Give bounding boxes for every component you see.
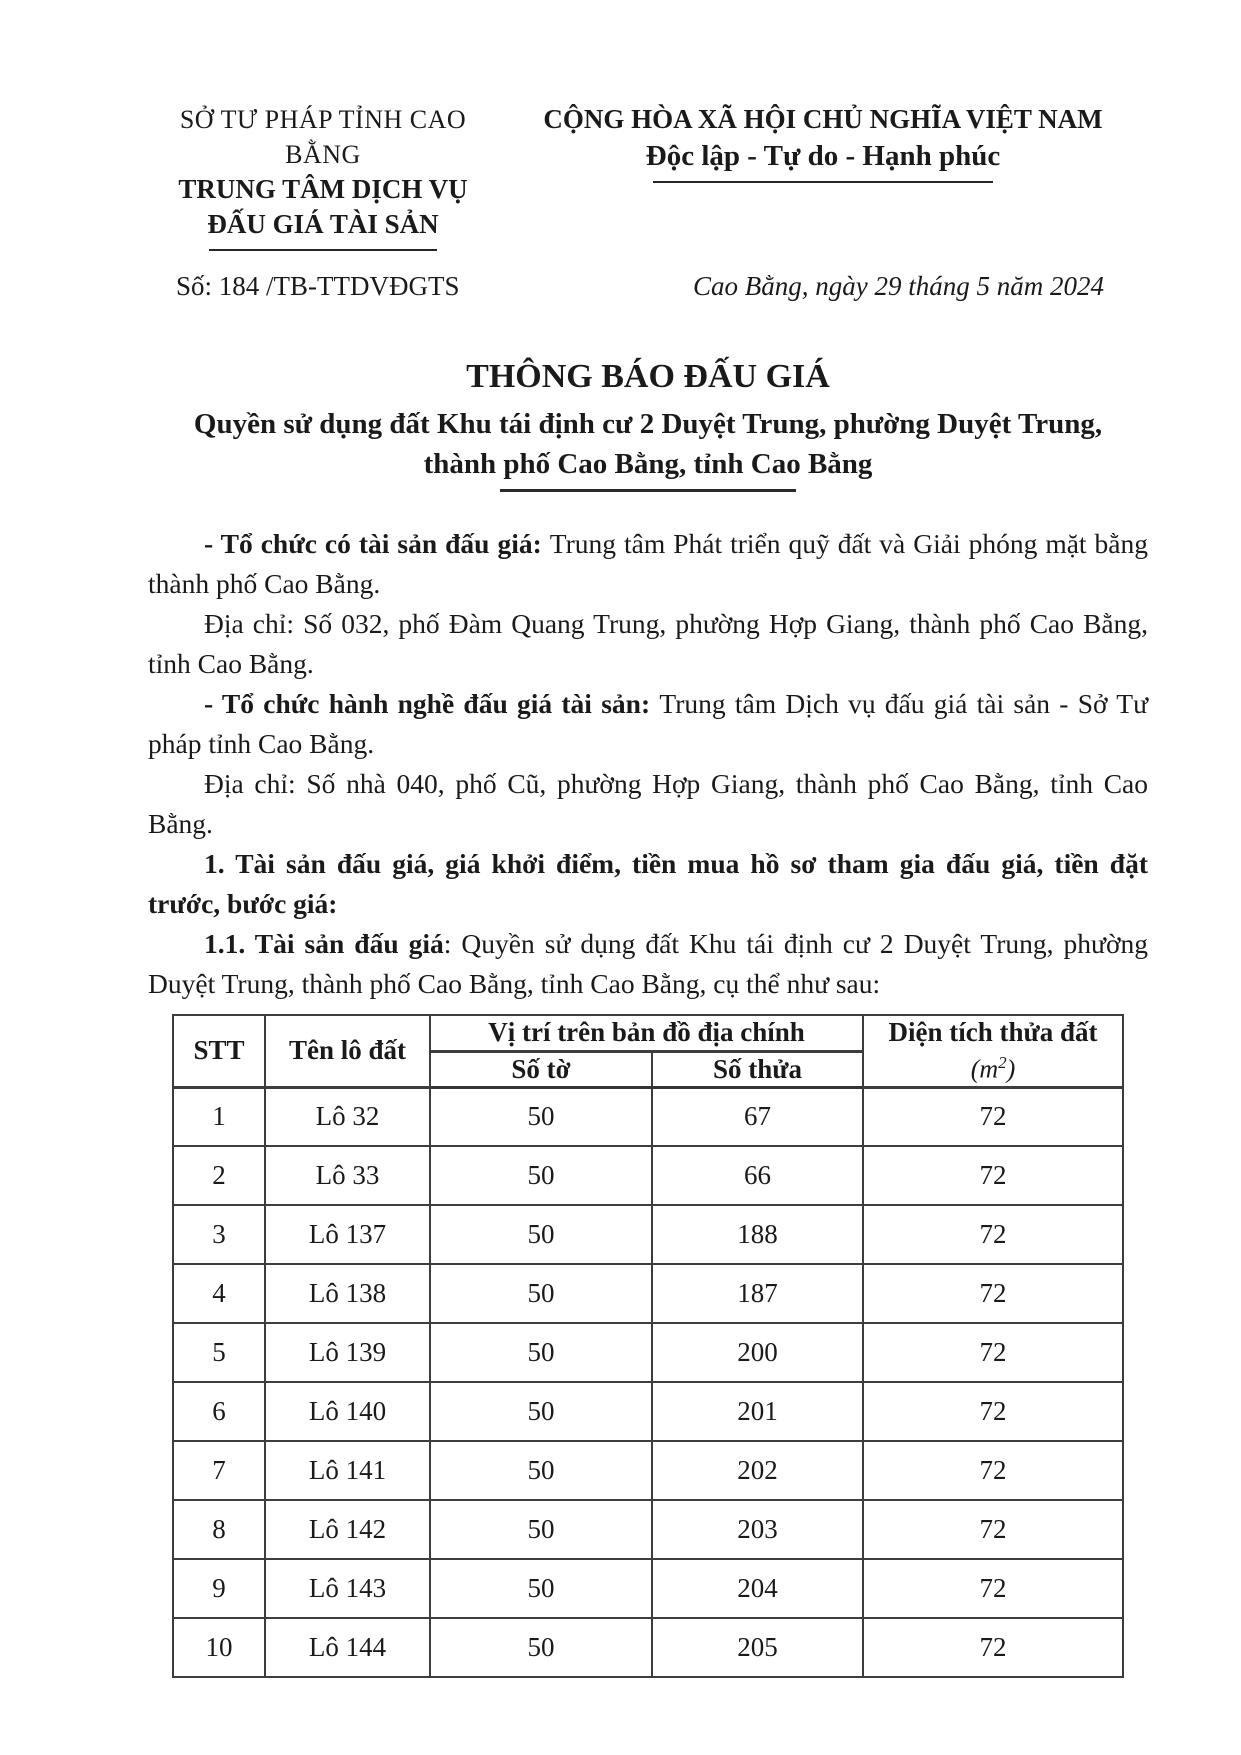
cell-stt: 4 xyxy=(173,1264,265,1323)
paragraph-asset-org-label: - Tổ chức có tài sản đấu giá: xyxy=(204,528,550,559)
cell-dien-tich: 72 xyxy=(863,1382,1123,1441)
national-header-block xyxy=(498,102,1148,183)
cell-dien-tich: 72 xyxy=(863,1087,1123,1146)
col-header-stt: STT xyxy=(173,1015,265,1087)
cell-so-thua: 200 xyxy=(652,1323,863,1382)
cell-stt: 2 xyxy=(173,1146,265,1205)
issuing-org-block xyxy=(148,102,498,251)
paragraph-asset-org-address: Địa chỉ: Số 032, phố Đàm Quang Trung, phường Hợp Giang, thành phố Cao Bằng, tỉnh Cao Bằng. xyxy=(148,608,1148,679)
paragraph-auction-org-value: Trung tâm Dịch vụ đấu giá tài sản - Sở Tư pháp tỉnh Cao Bằng. xyxy=(148,688,1149,759)
cell-ten-lo: Lô 141 xyxy=(265,1441,430,1500)
page-subtitle-line2: thành phố Cao Bằng, tỉnh Cao Bằng xyxy=(423,448,873,480)
cell-so-to: 50 xyxy=(430,1500,652,1559)
cell-so-thua: 187 xyxy=(652,1264,863,1323)
cell-stt: 10 xyxy=(173,1618,265,1677)
lots-table-body xyxy=(173,1087,1123,1677)
col-header-so-thua: Số thửa xyxy=(652,1051,863,1087)
table-row xyxy=(173,1618,1123,1677)
doc-number: Số: 184 /TB-TTDVĐGTS xyxy=(176,271,460,301)
cell-stt: 8 xyxy=(173,1500,265,1559)
cell-so-to: 50 xyxy=(430,1618,652,1677)
letterhead xyxy=(148,102,1148,251)
cell-so-thua: 201 xyxy=(652,1382,863,1441)
cell-so-thua: 203 xyxy=(652,1500,863,1559)
table-row xyxy=(173,1441,1123,1500)
cell-dien-tich: 72 xyxy=(863,1500,1123,1559)
cell-ten-lo: Lô 142 xyxy=(265,1500,430,1559)
cell-so-thua: 188 xyxy=(652,1205,863,1264)
cell-stt: 1 xyxy=(173,1087,265,1146)
section-1-heading: 1. Tài sản đấu giá, giá khởi điểm, tiền mua hồ sơ tham gia đấu giá, tiền đặt trước, bước giá: xyxy=(148,848,1148,919)
col-header-so-to: Số tờ xyxy=(430,1051,652,1087)
paragraph-asset-org-value: Trung tâm Phát triển quỹ đất và Giải phóng mặt bằng thành phố Cao Bằng. xyxy=(148,528,1148,599)
org-underline xyxy=(209,249,437,251)
table-row xyxy=(173,1264,1123,1323)
page-title: THÔNG BÁO ĐẤU GIÁ xyxy=(466,358,830,395)
cell-dien-tich: 72 xyxy=(863,1146,1123,1205)
table-row xyxy=(173,1500,1123,1559)
section-1-1-paragraph xyxy=(148,924,1148,1004)
paragraph-auction-org-label: - Tổ chức hành nghề đấu giá tài sản: xyxy=(204,688,660,719)
body-text xyxy=(148,524,1148,1004)
cell-stt: 3 xyxy=(173,1205,265,1264)
org-name-line1: TRUNG TÂM DỊCH VỤ xyxy=(178,174,468,204)
cell-ten-lo: Lô 137 xyxy=(265,1205,430,1264)
cell-ten-lo: Lô 139 xyxy=(265,1323,430,1382)
lots-table-header xyxy=(173,1015,1123,1087)
cell-ten-lo: Lô 32 xyxy=(265,1087,430,1146)
cell-so-thua: 202 xyxy=(652,1441,863,1500)
col-header-dien-tich-unit: $(m^2)$ xyxy=(970,1053,1016,1085)
cell-so-thua: 67 xyxy=(652,1087,863,1146)
cell-so-to: 50 xyxy=(430,1087,652,1146)
cell-dien-tich: 72 xyxy=(863,1205,1123,1264)
cell-stt: 9 xyxy=(173,1559,265,1618)
cell-so-to: 50 xyxy=(430,1205,652,1264)
cell-so-to: 50 xyxy=(430,1146,652,1205)
org-name-line2: ĐẤU GIÁ TÀI SẢN xyxy=(207,209,439,239)
national-motto: Độc lập - Tự do - Hạnh phúc xyxy=(645,140,1001,172)
col-header-ten-lo-dat: Tên lô đất xyxy=(265,1015,430,1087)
cell-so-to: 50 xyxy=(430,1441,652,1500)
cell-so-thua: 205 xyxy=(652,1618,863,1677)
title-underline xyxy=(500,489,796,492)
cell-so-to: 50 xyxy=(430,1323,652,1382)
doc-date: Cao Bằng, ngày 29 tháng 5 năm 2024 xyxy=(693,271,1104,301)
title-block xyxy=(148,356,1148,492)
cell-so-to: 50 xyxy=(430,1264,652,1323)
motto-underline xyxy=(653,181,993,183)
cell-dien-tich: 72 xyxy=(863,1618,1123,1677)
cell-ten-lo: Lô 144 xyxy=(265,1618,430,1677)
cell-ten-lo: Lô 140 xyxy=(265,1382,430,1441)
cell-stt: 5 xyxy=(173,1323,265,1382)
document-content xyxy=(148,102,1148,1678)
col-header-dien-tich-label: Diện tích thửa đất xyxy=(888,1017,1098,1048)
page-subtitle-line1: Quyền sử dụng đất Khu tái định cư 2 Duyệt Trung, phường Duyệt Trung, xyxy=(193,408,1103,440)
section-1-1-label: 1.1. Tài sản đấu giá xyxy=(204,928,444,959)
paragraph-auction-org-address: Địa chỉ: Số nhà 040, phố Cũ, phường Hợp Giang, thành phố Cao Bằng, tỉnh Cao Bằng. xyxy=(148,768,1148,839)
cell-stt: 7 xyxy=(173,1441,265,1500)
cell-so-thua: 204 xyxy=(652,1559,863,1618)
table-row xyxy=(173,1087,1123,1146)
table-row xyxy=(173,1205,1123,1264)
section-1-1-text: : Quyền sử dụng đất Khu tái định cư 2 Duyệt Trung, phường Duyệt Trung, thành phố Cao Bằng, tỉnh Cao Bằng, cụ thể như sau: xyxy=(148,928,1148,999)
cell-ten-lo: Lô 138 xyxy=(265,1264,430,1323)
col-header-vi-tri: Vị trí trên bản đồ địa chính xyxy=(430,1015,863,1051)
table-row xyxy=(173,1559,1123,1618)
cell-dien-tich: 72 xyxy=(863,1559,1123,1618)
cell-so-to: 50 xyxy=(430,1559,652,1618)
cell-so-to: 50 xyxy=(430,1382,652,1441)
table-row xyxy=(173,1323,1123,1382)
page-subtitle xyxy=(148,404,1148,484)
paragraph-asset-org xyxy=(148,524,1148,604)
national-title: CỘNG HÒA XÃ HỘI CHỦ NGHĨA VIỆT NAM xyxy=(543,104,1103,134)
doc-meta-row xyxy=(148,271,1148,302)
table-row xyxy=(173,1146,1123,1205)
paragraph-auction-org xyxy=(148,684,1148,764)
cell-ten-lo: Lô 143 xyxy=(265,1559,430,1618)
cell-dien-tich: 72 xyxy=(863,1441,1123,1500)
cell-so-thua: 66 xyxy=(652,1146,863,1205)
col-header-dien-tich xyxy=(863,1015,1123,1087)
cell-ten-lo: Lô 33 xyxy=(265,1146,430,1205)
lots-table xyxy=(172,1014,1124,1678)
table-row xyxy=(173,1382,1123,1441)
parent-org-name: SỞ TƯ PHÁP TỈNH CAO BẰNG xyxy=(179,105,467,169)
cell-dien-tich: 72 xyxy=(863,1264,1123,1323)
cell-dien-tich: 72 xyxy=(863,1323,1123,1382)
cell-stt: 6 xyxy=(173,1382,265,1441)
